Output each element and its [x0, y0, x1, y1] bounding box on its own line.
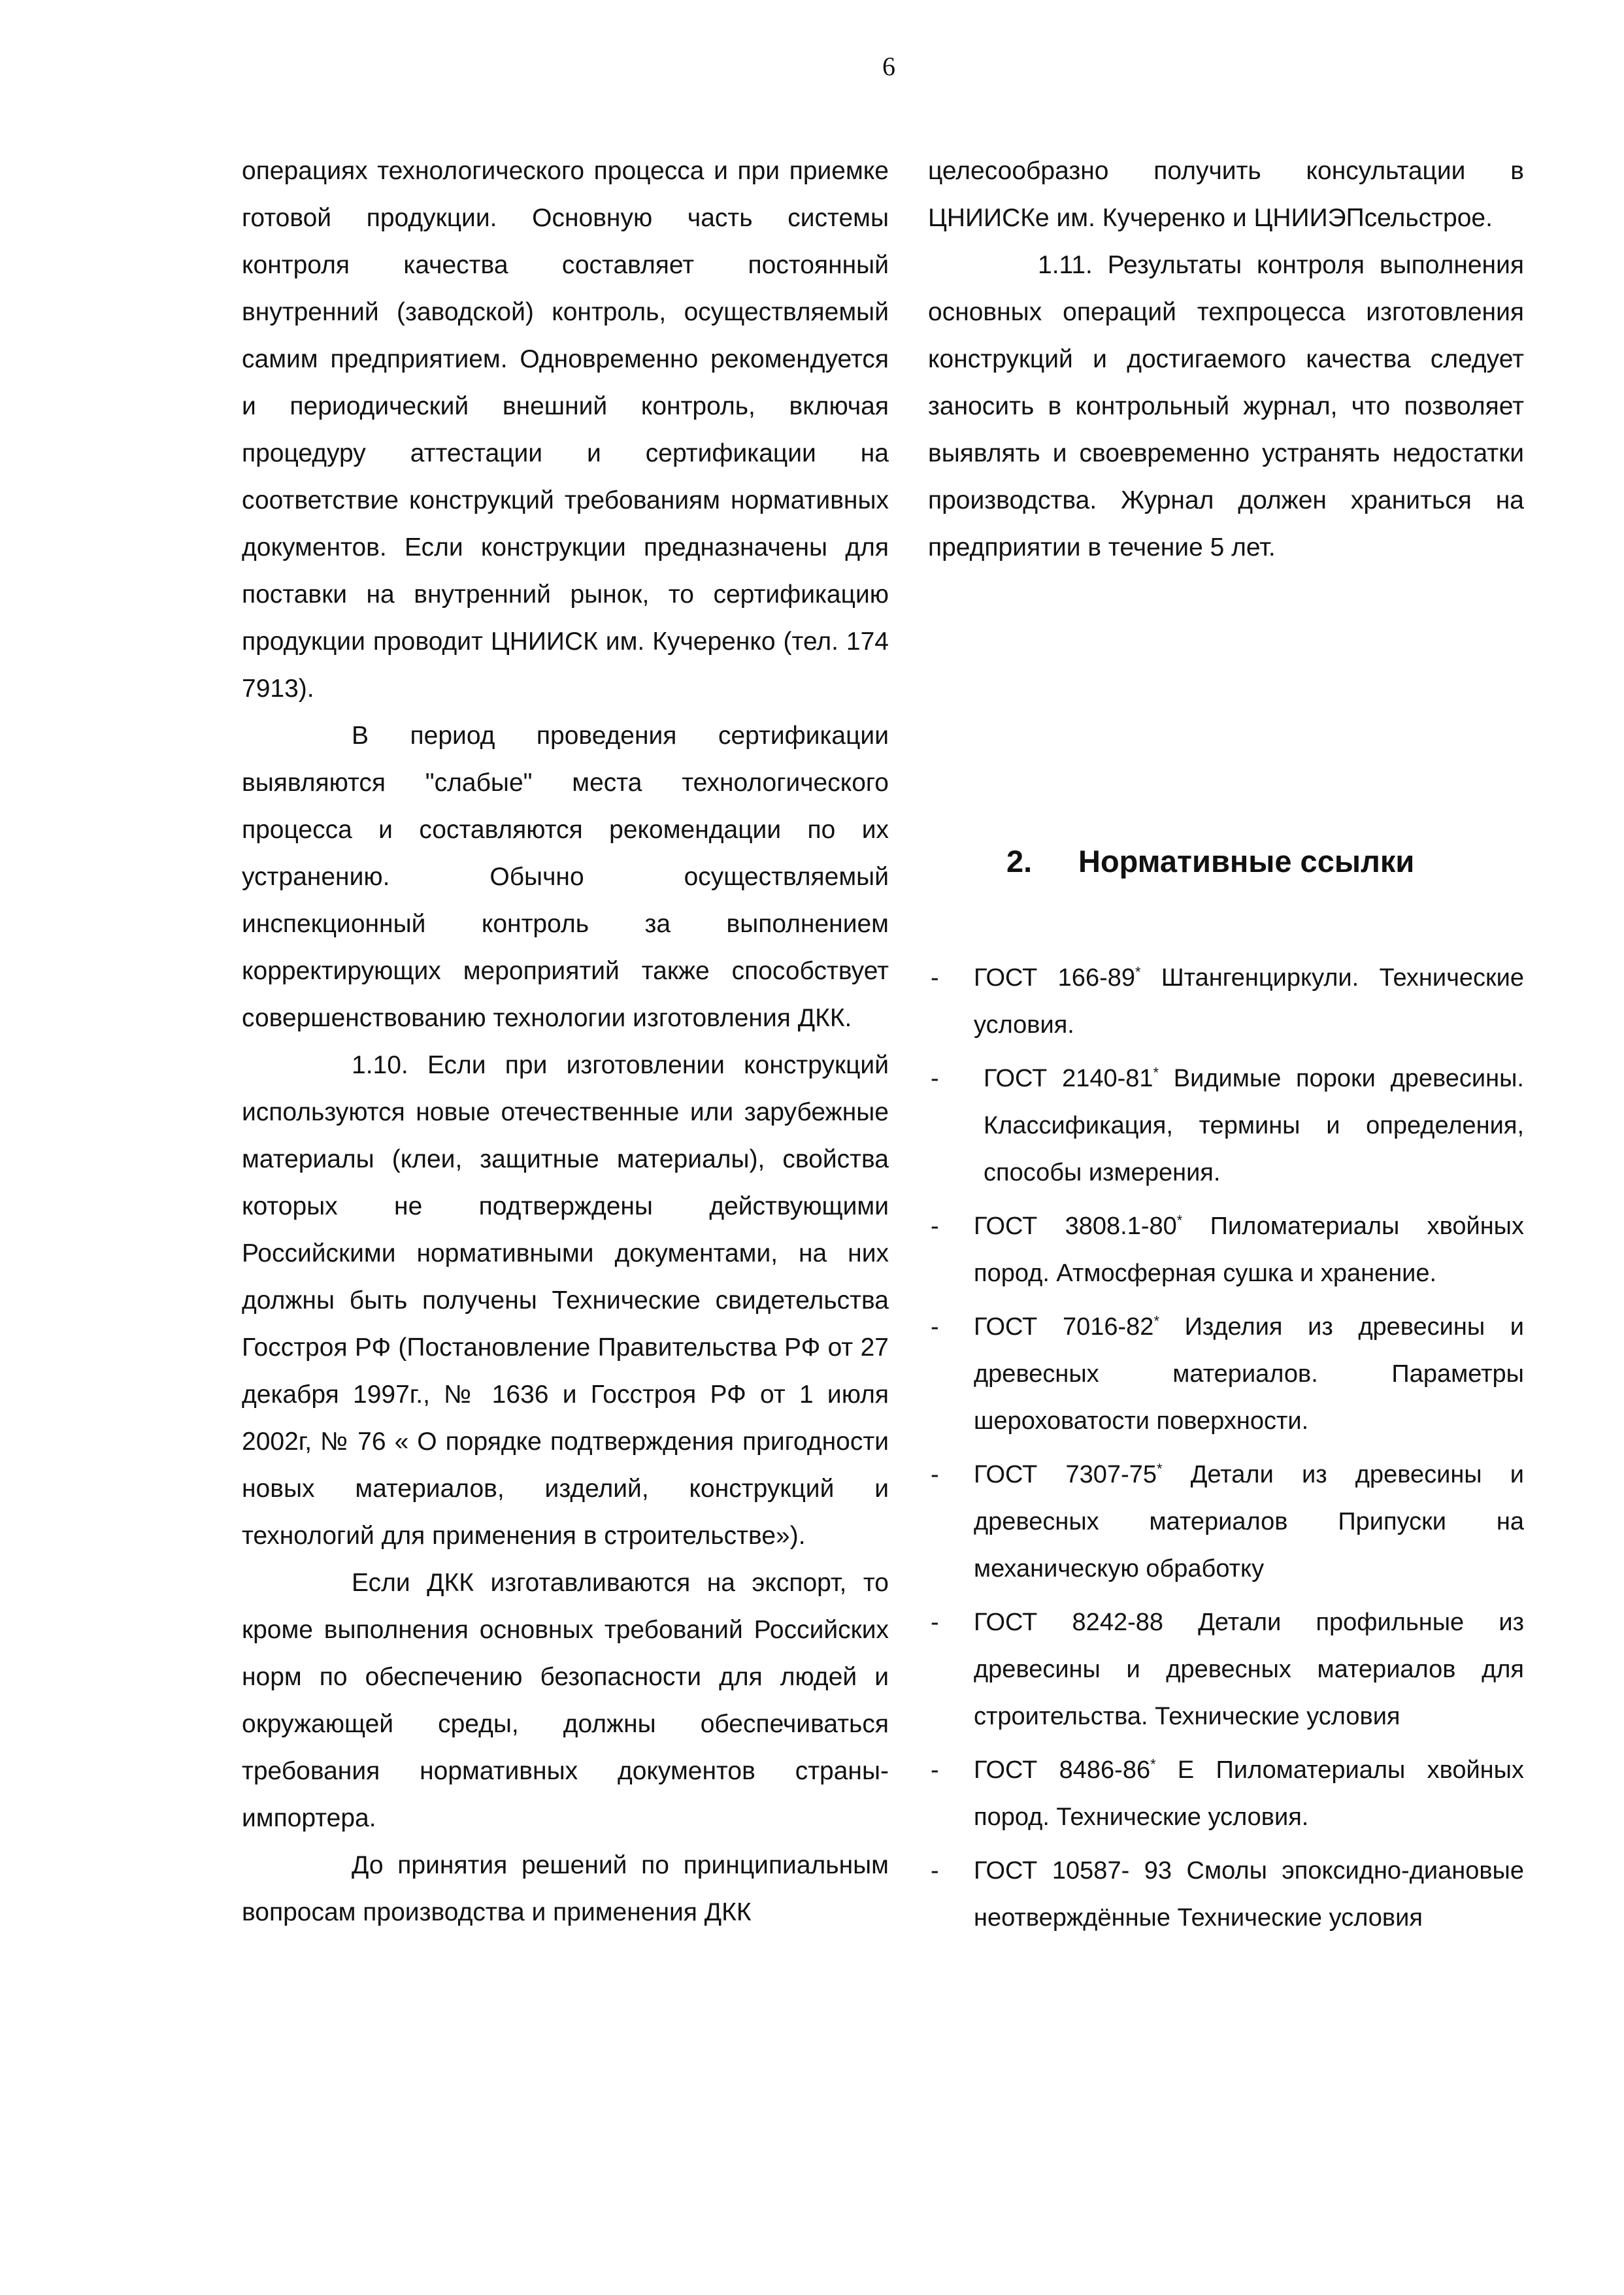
bullet-dash: -	[931, 1461, 939, 1488]
reference-item	[921, 954, 1524, 1048]
reference-text: Штангенциркули. Технические условия.	[974, 964, 1524, 1039]
paragraph-1-10-new-materials: 1.10. Если при изготовлении конструкций используются новые отечественные или зарубежные материалы (клеи, защитные материалы), свойства которых не подтверждены действующими Российскими нормативными документами, на них должны быть получены Технические свидетельства Госстроя РФ (Постановление Правительства РФ от 27 декабря 1997г., № 1636 и Госстроя РФ от 1 июля 2002г, № 76 « О порядке подтверждения пригодности новых материалов, изделий, конструкций и технологий для применения в строительстве»).	[242, 1051, 889, 1550]
page-number: 6	[882, 52, 895, 81]
reference-code: ГОСТ 8486-86	[974, 1756, 1151, 1784]
paragraph-certification: В период проведения сертификации выявляются "слабые" места технологического процесса и составляются рекомендации по их устранению. Обычно осуществляемый инспекционный контроль за выполнением корректирующих мероприятий также способствует совершенствованию технологии изготовления ДКК.	[242, 722, 889, 1032]
reference-mark: *	[1150, 1756, 1156, 1773]
paragraph-quality-control: операциях технологического процесса и при приемке готовой продукции. Основную часть системы контроля качества составляет постоянный внутренний (заводской) контроль, осуществляемый самим предприятием. Одновременно рекомендуется и периодический внешний контроль, включая процедуру аттестации и сертификации на соответствие конструкций требованиям нормативных документов. Если конструкции предназначены для поставки на внутренний рынок, то сертификацию продукции проводит ЦНИИСК им. Кучеренко (тел. 174 7913).	[242, 157, 889, 703]
reference-item	[921, 1747, 1524, 1841]
reference-mark: *	[1176, 1212, 1183, 1229]
reference-text: Пиломатериалы хвойных пород. Атмосферная сушка и хранение.	[974, 1213, 1524, 1287]
bullet-dash: -	[931, 1857, 939, 1885]
reference-code: ГОСТ 7016-82	[974, 1313, 1154, 1341]
reference-text: Детали профильные из древесины и древесных материалов для строительства. Технические условия	[974, 1609, 1524, 1730]
paragraph-export: Если ДКК изготавливаются на экспорт, то кроме выполнения основных требований Российских норм по обеспечению безопасности для людей и окружающей среды, должны обеспечиваться требования нормативных документов страны-импортера.	[242, 1569, 889, 1832]
reference-item	[921, 1055, 1524, 1196]
reference-mark: *	[1153, 1064, 1159, 1081]
reference-text: Изделия из древесины и древесных материалов. Параметры шероховатости поверхности.	[974, 1313, 1524, 1435]
reference-text: Видимые пороки древесины. Классификация, термины и определения, способы измерения.	[984, 1065, 1524, 1186]
reference-item	[921, 1203, 1524, 1297]
reference-item	[921, 1303, 1524, 1445]
reference-code: ГОСТ 10587- 93	[974, 1857, 1172, 1885]
bullet-dash: -	[931, 1313, 939, 1341]
references-list	[921, 954, 1524, 1948]
section-title: Нормативные ссылки	[1078, 844, 1415, 879]
left-column	[242, 148, 889, 1936]
reference-item	[921, 1451, 1524, 1592]
reference-item	[921, 1847, 1524, 1941]
bullet-dash: -	[931, 964, 939, 992]
paragraph-decisions: До принятия решений по принципиальным вопросам производства и применения ДКК	[242, 1851, 889, 1926]
paragraph-consultations: целесообразно получить консультации в ЦНИИСКе им. Кучеренко и ЦНИИЭПсельстрое.	[928, 157, 1524, 232]
reference-code: ГОСТ 3808.1-80	[974, 1213, 1177, 1240]
right-column	[928, 148, 1524, 571]
reference-text: Смолы эпоксидно-диановые неотверждённые Технические условия	[974, 1857, 1524, 1932]
reference-mark: *	[1157, 1460, 1163, 1477]
section-number: 2.	[1006, 844, 1033, 879]
reference-item	[921, 1599, 1524, 1740]
reference-text: Е Пиломатериалы хвойных пород. Технические условия.	[974, 1756, 1524, 1831]
bullet-dash: -	[931, 1213, 939, 1240]
paragraph-1-11-control-journal: 1.11. Результаты контроля выполнения основных операций техпроцесса изготовления конструкций и достигаемого качества следует заносить в контрольный журнал, что позволяет выявлять и своевременно устранять недостатки производства. Журнал должен храниться на предприятии в течение 5 лет.	[928, 251, 1524, 561]
reference-code: ГОСТ 8242-88	[974, 1609, 1164, 1636]
reference-mark: *	[1135, 963, 1141, 980]
reference-text: Детали из древесины и древесных материалов Припуски на механическую обработку	[974, 1461, 1524, 1583]
bullet-dash: -	[931, 1065, 939, 1092]
reference-code: ГОСТ 7307-75	[974, 1461, 1157, 1488]
reference-mark: *	[1153, 1313, 1159, 1330]
reference-code: ГОСТ 2140-81	[984, 1065, 1153, 1092]
bullet-dash: -	[931, 1756, 939, 1784]
section-heading	[1006, 843, 1414, 879]
reference-code: ГОСТ 166-89	[974, 964, 1135, 992]
bullet-dash: -	[931, 1609, 939, 1636]
